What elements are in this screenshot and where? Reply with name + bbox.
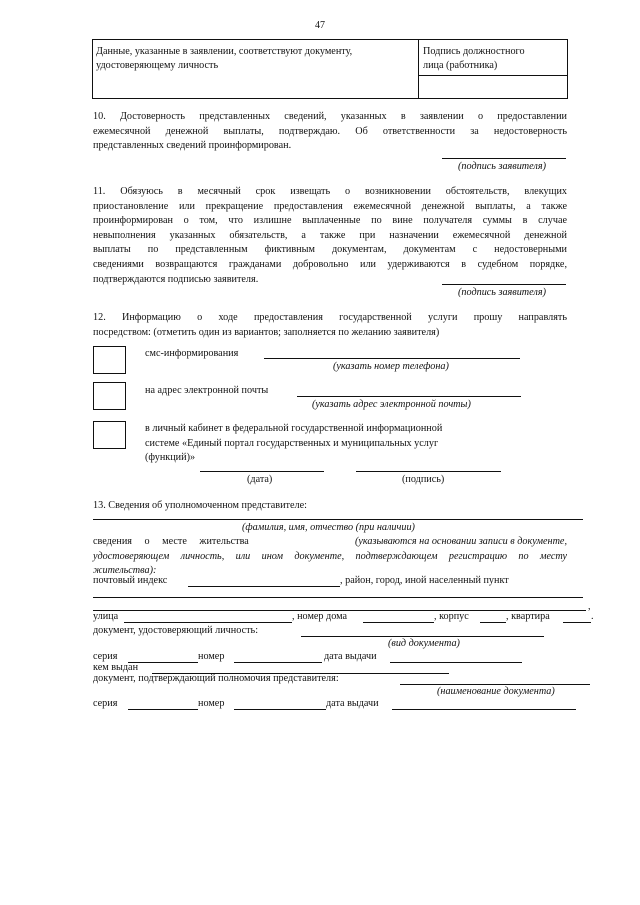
number-field[interactable] xyxy=(234,662,322,663)
authority-issue-date-label: дата выдачи xyxy=(326,698,379,709)
section11-line4: невыполнения указанных обязательств, а также при назначении ежемесячной денежной xyxy=(93,229,567,241)
sms-option-label: смс-информирования xyxy=(145,348,239,359)
portal-option-checkbox[interactable] xyxy=(93,421,126,449)
section10-line2: ежемесячной денежной выплаты, подтверждаю. Об ответственности за недостоверность xyxy=(93,125,567,137)
email-option-label: на адрес электронной почты xyxy=(145,385,269,396)
issued-by-label: кем выдан xyxy=(93,662,139,673)
verification-table xyxy=(92,39,568,99)
table-divider xyxy=(418,40,419,98)
portal-option-line3: (функций)» xyxy=(145,452,196,464)
section10-line3: представленных сведений проинформирован. xyxy=(93,140,292,152)
postcode-field[interactable] xyxy=(188,586,340,587)
sms-phone-field[interactable] xyxy=(264,358,520,359)
number-label: номер xyxy=(198,651,225,662)
email-address-caption: (указать адрес электронной почты) xyxy=(312,399,471,410)
apartment-period: . xyxy=(591,611,594,622)
house-field[interactable] xyxy=(363,622,434,623)
house-label: , номер дома xyxy=(292,611,348,622)
residence-line3: жительства): xyxy=(93,565,157,577)
building-field[interactable] xyxy=(480,622,506,623)
authority-series-field[interactable] xyxy=(128,709,198,710)
table-left-line2: удостоверяющему личность xyxy=(96,60,219,71)
section11-line1: 11. Обязуюсь в месячный срок извещать о возникновении обстоятельств, влекущих xyxy=(93,186,567,197)
email-address-field[interactable] xyxy=(297,396,521,397)
portal-option-label xyxy=(145,422,442,466)
issue-date-label: дата выдачи xyxy=(324,651,377,662)
portal-option-line2: системе «Единый портал государственных и муниципальных услуг xyxy=(145,437,439,449)
residence-info xyxy=(93,535,567,579)
table-signature-line xyxy=(418,75,567,76)
street-field[interactable] xyxy=(124,622,292,623)
issue-date-field[interactable] xyxy=(390,662,522,663)
authority-doc-field[interactable] xyxy=(400,684,590,685)
section-11 xyxy=(93,185,567,287)
section12-line1: 12. Информацию о ходе предоставления государственной услуги прошу направлять xyxy=(93,312,567,323)
section11-line7: подтверждаются подписью заявителя. xyxy=(93,273,259,285)
section11-signature-caption: (подпись заявителя) xyxy=(458,287,547,298)
section13-title: 13. Сведения об уполномоченном представителе: xyxy=(93,500,307,511)
table-right-cell xyxy=(423,45,525,73)
id-doc-label: документ, удостоверяющий личность: xyxy=(93,625,259,636)
section11-line2: приостановление или прекращение предоставления ежемесячной денежной выплаты, а также xyxy=(93,200,567,212)
authority-number-label: номер xyxy=(198,698,225,709)
page-number: 47 xyxy=(315,20,325,31)
authority-issue-date-field[interactable] xyxy=(392,709,576,710)
representative-fio-caption: (фамилия, имя, отчество (при наличии) xyxy=(242,522,415,533)
section12-date-field[interactable] xyxy=(200,471,324,472)
residence-label: сведения о месте жительства xyxy=(93,536,249,547)
section11-line3: проинформирован о том, что излишне выплаченные по вине получателя суммы в случае xyxy=(93,215,567,227)
section10-signature-caption: (подпись заявителя) xyxy=(458,161,547,172)
representative-fio-field[interactable] xyxy=(93,519,583,520)
section10-signature-line[interactable] xyxy=(442,158,566,159)
authority-doc-label: документ, подтверждающий полномочия представителя: xyxy=(93,673,339,684)
section10-line1: 10. Достоверность представленных сведений, указанных в заявлении о предоставлении xyxy=(93,111,567,122)
address-line-comma: , xyxy=(588,601,591,612)
postcode-label: почтовый индекс xyxy=(93,575,168,586)
residence-line1 xyxy=(93,535,567,550)
sms-option-checkbox[interactable] xyxy=(93,346,126,374)
apartment-field[interactable] xyxy=(563,622,591,623)
street-label: улица xyxy=(93,611,119,622)
building-label: , корпус xyxy=(434,611,469,622)
section11-signature-line[interactable] xyxy=(442,284,566,285)
address-line-1[interactable] xyxy=(93,597,583,598)
table-right-line1: Подпись должностного xyxy=(423,46,525,57)
portal-option-line1: в личный кабинет в федеральной государственной информационной xyxy=(145,423,443,434)
section-10 xyxy=(93,110,567,154)
email-option-checkbox[interactable] xyxy=(93,382,126,410)
section12-signature-field[interactable] xyxy=(356,471,501,472)
section12-signature-caption: (подпись) xyxy=(402,474,445,485)
series-label: серия xyxy=(93,651,118,662)
authority-number-field[interactable] xyxy=(234,709,326,710)
id-doc-field[interactable] xyxy=(301,636,544,637)
section11-line5: выплаты по представленным фиктивным документам, документам с недостоверными xyxy=(93,244,567,256)
residence-line2: удостоверяющем личность, или ином документе, подтверждающем регистрацию по месту xyxy=(93,550,567,562)
sms-phone-caption: (указать номер телефона) xyxy=(333,361,449,372)
section-12 xyxy=(93,311,567,340)
id-doc-caption: (вид документа) xyxy=(388,638,460,649)
section12-date-caption: (дата) xyxy=(247,474,273,485)
table-left-line1: Данные, указанные в заявлении, соответствуют документу, xyxy=(96,46,353,57)
authority-series-label: серия xyxy=(93,698,118,709)
section11-line6: сведениями возвращаются гражданами добровольно или удерживаются в судебном порядке, xyxy=(93,258,567,270)
table-right-line2: лица (работника) xyxy=(423,60,498,71)
section12-line2: посредством: (отметить один из вариантов; заполняется по желанию заявителя) xyxy=(93,326,440,338)
residence-note: (указываются на основании записи в документе, xyxy=(354,536,567,547)
table-left-cell xyxy=(96,45,416,73)
series-field[interactable] xyxy=(128,662,198,663)
apartment-label: , квартира xyxy=(506,611,550,622)
district-label: , район, город, иной населенный пункт xyxy=(340,575,509,586)
authority-doc-caption: (наименование документа) xyxy=(437,686,555,697)
